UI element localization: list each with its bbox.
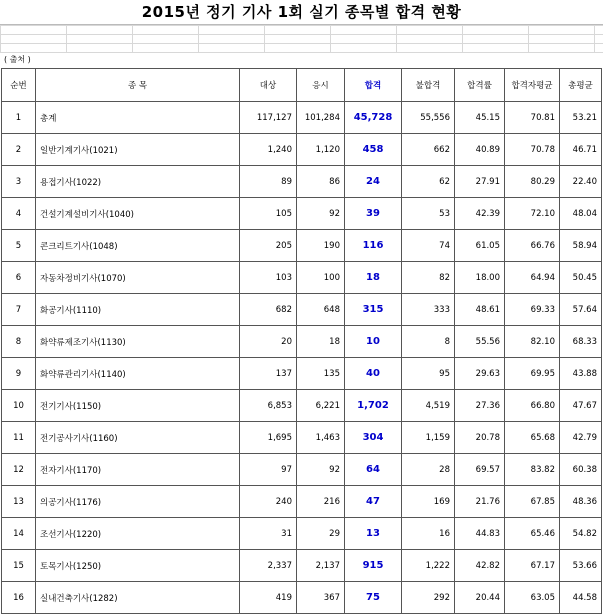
cell-applied: 100 bbox=[297, 262, 345, 294]
cell-rate: 42.82 bbox=[455, 550, 505, 582]
cell-passed: 1,702 bbox=[345, 390, 402, 422]
spreadsheet-gridlines bbox=[0, 24, 603, 53]
table-row bbox=[2, 198, 602, 230]
table-row bbox=[2, 486, 602, 518]
cell-applied: 101,284 bbox=[297, 102, 345, 134]
cell-target: 117,127 bbox=[240, 102, 297, 134]
cell-applied: 18 bbox=[297, 326, 345, 358]
cell-passed: 47 bbox=[345, 486, 402, 518]
cell-failed: 4,519 bbox=[402, 390, 455, 422]
cell-pass-avg: 67.85 bbox=[505, 486, 560, 518]
cell-no: 11 bbox=[2, 422, 36, 454]
table-row bbox=[2, 550, 602, 582]
cell-rate: 40.89 bbox=[455, 134, 505, 166]
cell-applied: 2,137 bbox=[297, 550, 345, 582]
cell-target: 103 bbox=[240, 262, 297, 294]
table-row bbox=[2, 262, 602, 294]
cell-applied: 1,463 bbox=[297, 422, 345, 454]
cell-rate: 42.39 bbox=[455, 198, 505, 230]
cell-target: 205 bbox=[240, 230, 297, 262]
cell-target: 240 bbox=[240, 486, 297, 518]
cell-name: 토목기사(1250) bbox=[36, 550, 240, 582]
cell-total-avg: 60.38 bbox=[560, 454, 602, 486]
cell-no: 2 bbox=[2, 134, 36, 166]
cell-name: 의공기사(1176) bbox=[36, 486, 240, 518]
cell-pass-avg: 83.82 bbox=[505, 454, 560, 486]
cell-failed: 55,556 bbox=[402, 102, 455, 134]
cell-name: 조선기사(1220) bbox=[36, 518, 240, 550]
cell-target: 1,240 bbox=[240, 134, 297, 166]
cell-no: 7 bbox=[2, 294, 36, 326]
cell-name: 일반기계기사(1021) bbox=[36, 134, 240, 166]
cell-pass-avg: 69.33 bbox=[505, 294, 560, 326]
cell-target: 419 bbox=[240, 582, 297, 614]
cell-rate: 20.78 bbox=[455, 422, 505, 454]
cell-no: 9 bbox=[2, 358, 36, 390]
cell-passed: 915 bbox=[345, 550, 402, 582]
cell-failed: 28 bbox=[402, 454, 455, 486]
cell-applied: 92 bbox=[297, 454, 345, 486]
cell-no: 4 bbox=[2, 198, 36, 230]
cell-name: 건설기계설비기사(1040) bbox=[36, 198, 240, 230]
cell-total-avg: 53.66 bbox=[560, 550, 602, 582]
cell-pass-avg: 63.05 bbox=[505, 582, 560, 614]
table-row bbox=[2, 294, 602, 326]
cell-total-avg: 68.33 bbox=[560, 326, 602, 358]
cell-failed: 53 bbox=[402, 198, 455, 230]
cell-pass-avg: 65.68 bbox=[505, 422, 560, 454]
cell-total-avg: 44.58 bbox=[560, 582, 602, 614]
cell-no: 10 bbox=[2, 390, 36, 422]
cell-pass-avg: 67.17 bbox=[505, 550, 560, 582]
table-row bbox=[2, 582, 602, 614]
cell-no: 6 bbox=[2, 262, 36, 294]
cell-total-avg: 58.94 bbox=[560, 230, 602, 262]
cell-name: 전기공사기사(1160) bbox=[36, 422, 240, 454]
cell-target: 137 bbox=[240, 358, 297, 390]
cell-target: 6,853 bbox=[240, 390, 297, 422]
cell-name: 자동차정비기사(1070) bbox=[36, 262, 240, 294]
results-table bbox=[1, 68, 602, 614]
cell-name: 화약류제조기사(1130) bbox=[36, 326, 240, 358]
cell-target: 2,337 bbox=[240, 550, 297, 582]
cell-passed: 18 bbox=[345, 262, 402, 294]
cell-rate: 48.61 bbox=[455, 294, 505, 326]
cell-applied: 92 bbox=[297, 198, 345, 230]
cell-no: 15 bbox=[2, 550, 36, 582]
table-row bbox=[2, 422, 602, 454]
cell-total-avg: 53.21 bbox=[560, 102, 602, 134]
cell-target: 97 bbox=[240, 454, 297, 486]
cell-rate: 45.15 bbox=[455, 102, 505, 134]
cell-rate: 21.76 bbox=[455, 486, 505, 518]
cell-target: 682 bbox=[240, 294, 297, 326]
cell-failed: 1,222 bbox=[402, 550, 455, 582]
cell-applied: 135 bbox=[297, 358, 345, 390]
cell-pass-avg: 82.10 bbox=[505, 326, 560, 358]
cell-no: 13 bbox=[2, 486, 36, 518]
cell-name: 실내건축기사(1282) bbox=[36, 582, 240, 614]
cell-applied: 86 bbox=[297, 166, 345, 198]
cell-total-avg: 47.67 bbox=[560, 390, 602, 422]
cell-total-avg: 54.82 bbox=[560, 518, 602, 550]
table-row bbox=[2, 358, 602, 390]
cell-failed: 662 bbox=[402, 134, 455, 166]
cell-applied: 1,120 bbox=[297, 134, 345, 166]
cell-total-avg: 48.04 bbox=[560, 198, 602, 230]
cell-passed: 39 bbox=[345, 198, 402, 230]
cell-target: 1,695 bbox=[240, 422, 297, 454]
cell-no: 16 bbox=[2, 582, 36, 614]
cell-applied: 216 bbox=[297, 486, 345, 518]
cell-rate: 27.36 bbox=[455, 390, 505, 422]
cell-total-avg: 50.45 bbox=[560, 262, 602, 294]
cell-passed: 458 bbox=[345, 134, 402, 166]
cell-no: 5 bbox=[2, 230, 36, 262]
table-row bbox=[2, 102, 602, 134]
cell-pass-avg: 72.10 bbox=[505, 198, 560, 230]
cell-rate: 44.83 bbox=[455, 518, 505, 550]
table-row bbox=[2, 454, 602, 486]
cell-failed: 1,159 bbox=[402, 422, 455, 454]
cell-name: 콘크리트기사(1048) bbox=[36, 230, 240, 262]
cell-failed: 169 bbox=[402, 486, 455, 518]
cell-rate: 20.44 bbox=[455, 582, 505, 614]
table-row bbox=[2, 390, 602, 422]
cell-failed: 16 bbox=[402, 518, 455, 550]
cell-pass-avg: 66.76 bbox=[505, 230, 560, 262]
header-total-avg: 총평균 bbox=[560, 69, 602, 102]
cell-total-avg: 42.79 bbox=[560, 422, 602, 454]
header-row bbox=[2, 69, 602, 102]
cell-no: 12 bbox=[2, 454, 36, 486]
cell-no: 14 bbox=[2, 518, 36, 550]
cell-passed: 13 bbox=[345, 518, 402, 550]
cell-passed: 64 bbox=[345, 454, 402, 486]
cell-passed: 116 bbox=[345, 230, 402, 262]
cell-pass-avg: 64.94 bbox=[505, 262, 560, 294]
cell-name: 화공기사(1110) bbox=[36, 294, 240, 326]
cell-target: 89 bbox=[240, 166, 297, 198]
cell-pass-avg: 70.78 bbox=[505, 134, 560, 166]
cell-applied: 6,221 bbox=[297, 390, 345, 422]
cell-passed: 24 bbox=[345, 166, 402, 198]
cell-passed: 75 bbox=[345, 582, 402, 614]
cell-pass-avg: 70.81 bbox=[505, 102, 560, 134]
cell-rate: 29.63 bbox=[455, 358, 505, 390]
cell-failed: 74 bbox=[402, 230, 455, 262]
cell-rate: 18.00 bbox=[455, 262, 505, 294]
sheet-title: 2015년 정기 기사 1회 실기 종목별 합격 현황 bbox=[141, 3, 462, 21]
cell-failed: 82 bbox=[402, 262, 455, 294]
cell-name: 화약류관리기사(1140) bbox=[36, 358, 240, 390]
cell-target: 20 bbox=[240, 326, 297, 358]
header-passed: 합격 bbox=[345, 69, 402, 102]
header-name: 종 목 bbox=[36, 69, 240, 102]
cell-name: 전자기사(1170) bbox=[36, 454, 240, 486]
cell-rate: 27.91 bbox=[455, 166, 505, 198]
cell-passed: 40 bbox=[345, 358, 402, 390]
cell-pass-avg: 65.46 bbox=[505, 518, 560, 550]
cell-failed: 95 bbox=[402, 358, 455, 390]
cell-applied: 367 bbox=[297, 582, 345, 614]
cell-name: 총계 bbox=[36, 102, 240, 134]
cell-no: 8 bbox=[2, 326, 36, 358]
header-target: 대상 bbox=[240, 69, 297, 102]
cell-pass-avg: 66.80 bbox=[505, 390, 560, 422]
cell-total-avg: 22.40 bbox=[560, 166, 602, 198]
header-applied: 응시 bbox=[297, 69, 345, 102]
cell-total-avg: 46.71 bbox=[560, 134, 602, 166]
cell-total-avg: 57.64 bbox=[560, 294, 602, 326]
cell-passed: 315 bbox=[345, 294, 402, 326]
header-pass-avg: 합격자평균 bbox=[505, 69, 560, 102]
cell-no: 1 bbox=[2, 102, 36, 134]
cell-rate: 55.56 bbox=[455, 326, 505, 358]
cell-failed: 62 bbox=[402, 166, 455, 198]
cell-applied: 29 bbox=[297, 518, 345, 550]
cell-passed: 45,728 bbox=[345, 102, 402, 134]
cell-applied: 648 bbox=[297, 294, 345, 326]
table-row bbox=[2, 518, 602, 550]
cell-failed: 333 bbox=[402, 294, 455, 326]
cell-passed: 304 bbox=[345, 422, 402, 454]
table-row bbox=[2, 166, 602, 198]
cell-rate: 69.57 bbox=[455, 454, 505, 486]
cell-rate: 61.05 bbox=[455, 230, 505, 262]
cell-total-avg: 48.36 bbox=[560, 486, 602, 518]
cell-target: 105 bbox=[240, 198, 297, 230]
cell-no: 3 bbox=[2, 166, 36, 198]
cell-total-avg: 43.88 bbox=[560, 358, 602, 390]
cell-target: 31 bbox=[240, 518, 297, 550]
table-row bbox=[2, 230, 602, 262]
header-rate: 합격률 bbox=[455, 69, 505, 102]
cell-name: 전기기사(1150) bbox=[36, 390, 240, 422]
unit-note: ( 출처 ) bbox=[4, 55, 31, 64]
header-failed: 불합격 bbox=[402, 69, 455, 102]
header-no: 순번 bbox=[2, 69, 36, 102]
cell-failed: 8 bbox=[402, 326, 455, 358]
cell-pass-avg: 80.29 bbox=[505, 166, 560, 198]
cell-pass-avg: 69.95 bbox=[505, 358, 560, 390]
cell-passed: 10 bbox=[345, 326, 402, 358]
cell-applied: 190 bbox=[297, 230, 345, 262]
table-row bbox=[2, 326, 602, 358]
table-row bbox=[2, 134, 602, 166]
cell-failed: 292 bbox=[402, 582, 455, 614]
cell-name: 용접기사(1022) bbox=[36, 166, 240, 198]
